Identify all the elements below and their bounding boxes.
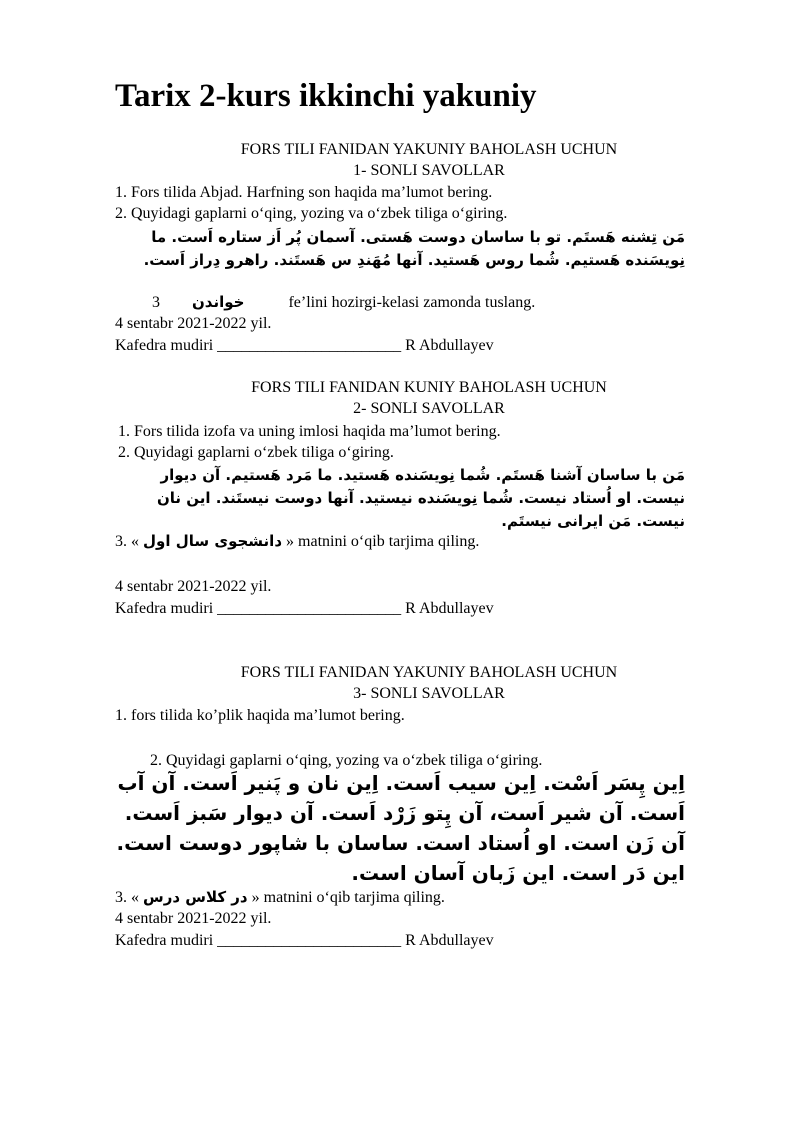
section-3-heading: FORS TILI FANIDAN YAKUNIY BAHOLASH UCHUN [240, 664, 618, 681]
section-2-signature: Kafedra mudiri _______________________ R Abdullayev [115, 600, 494, 617]
section-3-question-3-text: » matnini o‘qib tarjima qiling. [251, 889, 445, 906]
section-1-question-2: 2. Quyidagi gaplarni o‘qing, yozing va o‘zbek tiliga o‘giring. [115, 205, 508, 222]
section-2-question-2: 2. Quyidagi gaplarni o‘zbek tiliga o‘giring. [118, 444, 394, 461]
section-2-heading: FORS TILI FANIDAN KUNIY BAHOLASH UCHUN [251, 379, 607, 396]
section-3-question-3-prefix: 3. « [115, 889, 139, 906]
section-2-date: 4 sentabr 2021-2022 yil. [115, 578, 272, 595]
section-2-question-3-prefix: 3. « [115, 533, 139, 550]
section-2-question-3-word: دانشجوی سال اول [143, 532, 283, 550]
section-1-question-3-text: fe’lini hozirgi-kelasi zamonda tuslang. [288, 294, 536, 311]
section-1-question-3 [152, 292, 535, 313]
section-1-signature: Kafedra mudiri _______________________ R Abdullayev [115, 337, 494, 354]
section-2-question-3-text: » matnini o‘qib tarjima qiling. [286, 533, 480, 550]
section-3-signature: Kafedra mudiri _______________________ R Abdullayev [115, 932, 494, 949]
section-1-date: 4 sentabr 2021-2022 yil. [115, 315, 272, 332]
section-3-question-1: 1. fors tilida ko’plik haqida ma’lumot bering. [115, 707, 405, 724]
section-3-date: 4 sentabr 2021-2022 yil. [115, 910, 272, 927]
section-3-persian-text: اِین پِسَر اَسْت. اِین سیب اَست. اِین نان و پَنیر اَست. آن آب اَست. آن شیر اَست، آن پِتو زَرْد اَست. آن دیوار سَبز اَست. آن زَن است. او اُستاد است. ساسان با شاپور دوست است. این دَر است. این زَبان آسان است. [116, 771, 685, 885]
section-1-persian-text: مَن تِشنه هَستَم. تو با ساسان دوست هَستی. آسمان پُر اَز ستاره اَست. ما نِویسَنده هَستیم. شُما روس هَستید. آنها مُهَندِ س هَستَند. راهرو دِراز اَست. [143, 228, 685, 269]
section-1-question-1: 1. Fors tilida Abjad. Harfning son haqida ma’lumot bering. [115, 184, 493, 201]
section-1-question-3-number: 3 [152, 294, 160, 311]
section-3-question-3-word: در کلاس درس [143, 888, 248, 906]
section-1-heading: FORS TILI FANIDAN YAKUNIY BAHOLASH UCHUN [240, 141, 618, 158]
section-2-persian-text: مَن با ساسان آشنا هَستَم. شُما نِویسَنده هَستید. ما مَرد هَستیم. آن دیوار نیست. او اُستاد نیست. شُما نِویسَنده نیستید. آنها دوست نیستَند. این نان نیست. مَن ایرانی نیستَم. [156, 466, 685, 530]
section-2-subheading: 2- SONLI SAVOLLAR [353, 400, 505, 417]
section-3-question-3 [115, 887, 445, 908]
section-3-subheading: 3- SONLI SAVOLLAR [353, 685, 505, 702]
document-title: Tarix 2-kurs ikkinchi yakuniy [115, 78, 537, 114]
section-2-question-1: 1. Fors tilida izofa va uning imlosi haqida ma’lumot bering. [118, 423, 501, 440]
section-2-question-3 [115, 531, 479, 552]
section-1-subheading: 1- SONLI SAVOLLAR [353, 162, 505, 179]
section-1-question-3-word: خواندن [192, 293, 245, 311]
section-3-question-2: 2. Quyidagi gaplarni o‘qing, yozing va o‘zbek tiliga o‘giring. [150, 752, 543, 769]
